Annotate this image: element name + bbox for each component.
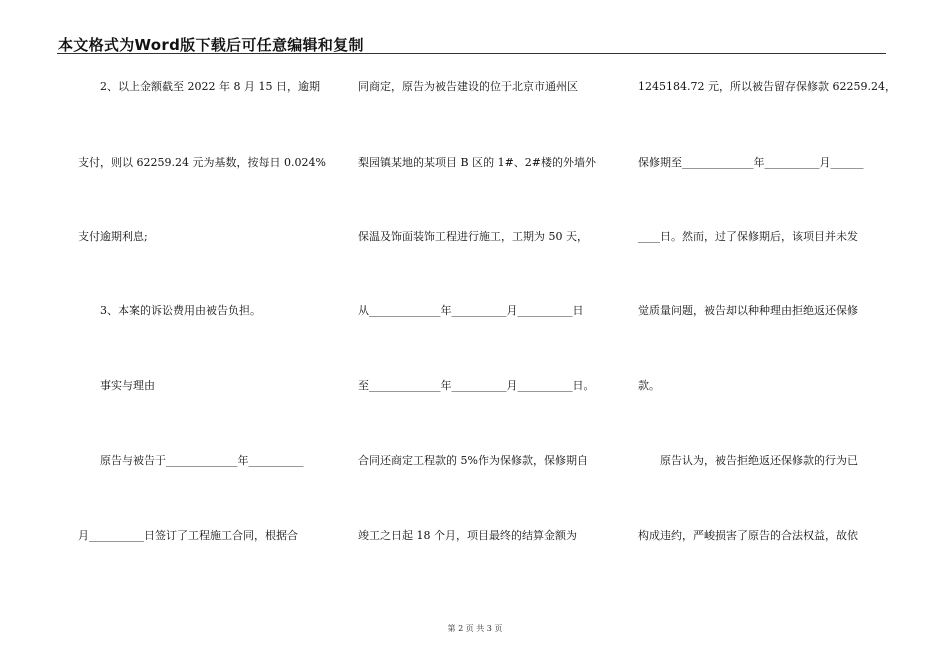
text-line: 保修期至_____________年__________月______: [638, 156, 864, 169]
text-column-2: [358, 0, 603, 672]
text-line: ____日。然而，过了保修期后，该项目并未发: [638, 230, 858, 243]
text-column-3: [638, 0, 896, 672]
text-line: 保温及饰面装饰工程进行施工，工期为 50 天，: [358, 230, 588, 243]
text-line: 原告认为，被告拒绝返还保修款的行为已: [660, 454, 858, 467]
text-line: 梨园镇某地的某项目 B 区的 1#、2#楼的外墙外: [358, 156, 597, 169]
text-line: 竣工之日起 18 个月，项目最终的结算金额为: [358, 529, 577, 542]
page-number: 第 2 页 共 3 页: [447, 624, 503, 633]
text-column-1: [78, 0, 326, 672]
text-line: 支付，则以 62259.24 元为基数，按每日 0.024%: [78, 156, 326, 169]
text-line: 构成违约，严峻损害了原告的合法权益，故依: [638, 529, 858, 542]
text-line: 至_____________年__________月__________日。: [358, 379, 595, 392]
text-line: 觉质量问题，被告却以种种理由拒绝返还保修: [638, 304, 858, 317]
text-line: 原告与被告于_____________年__________: [100, 454, 304, 467]
text-line: 支付逾期利息;: [78, 230, 148, 243]
header-title: 本文格式为Word版下载后可任意编辑和复制: [58, 36, 364, 54]
text-line: 1245184.72 元，所以被告留存保修款 62259.24，: [638, 80, 896, 93]
text-line: 月__________日签订了工程施工合同，根据合: [78, 529, 298, 542]
text-line: 从_____________年__________月__________日: [358, 304, 584, 317]
text-line: 合同还商定工程款的 5%作为保修款，保修期自: [358, 454, 588, 467]
text-line: 2、以上金额截至 2022 年 8 月 15 日，逾期: [100, 80, 320, 93]
text-line: 同商定，原告为被告建设的位于北京市通州区: [358, 80, 578, 93]
section-heading: 事实与理由: [100, 379, 155, 392]
text-line: 款。: [638, 379, 660, 392]
text-line: 3、本案的诉讼费用由被告负担。: [100, 304, 261, 317]
